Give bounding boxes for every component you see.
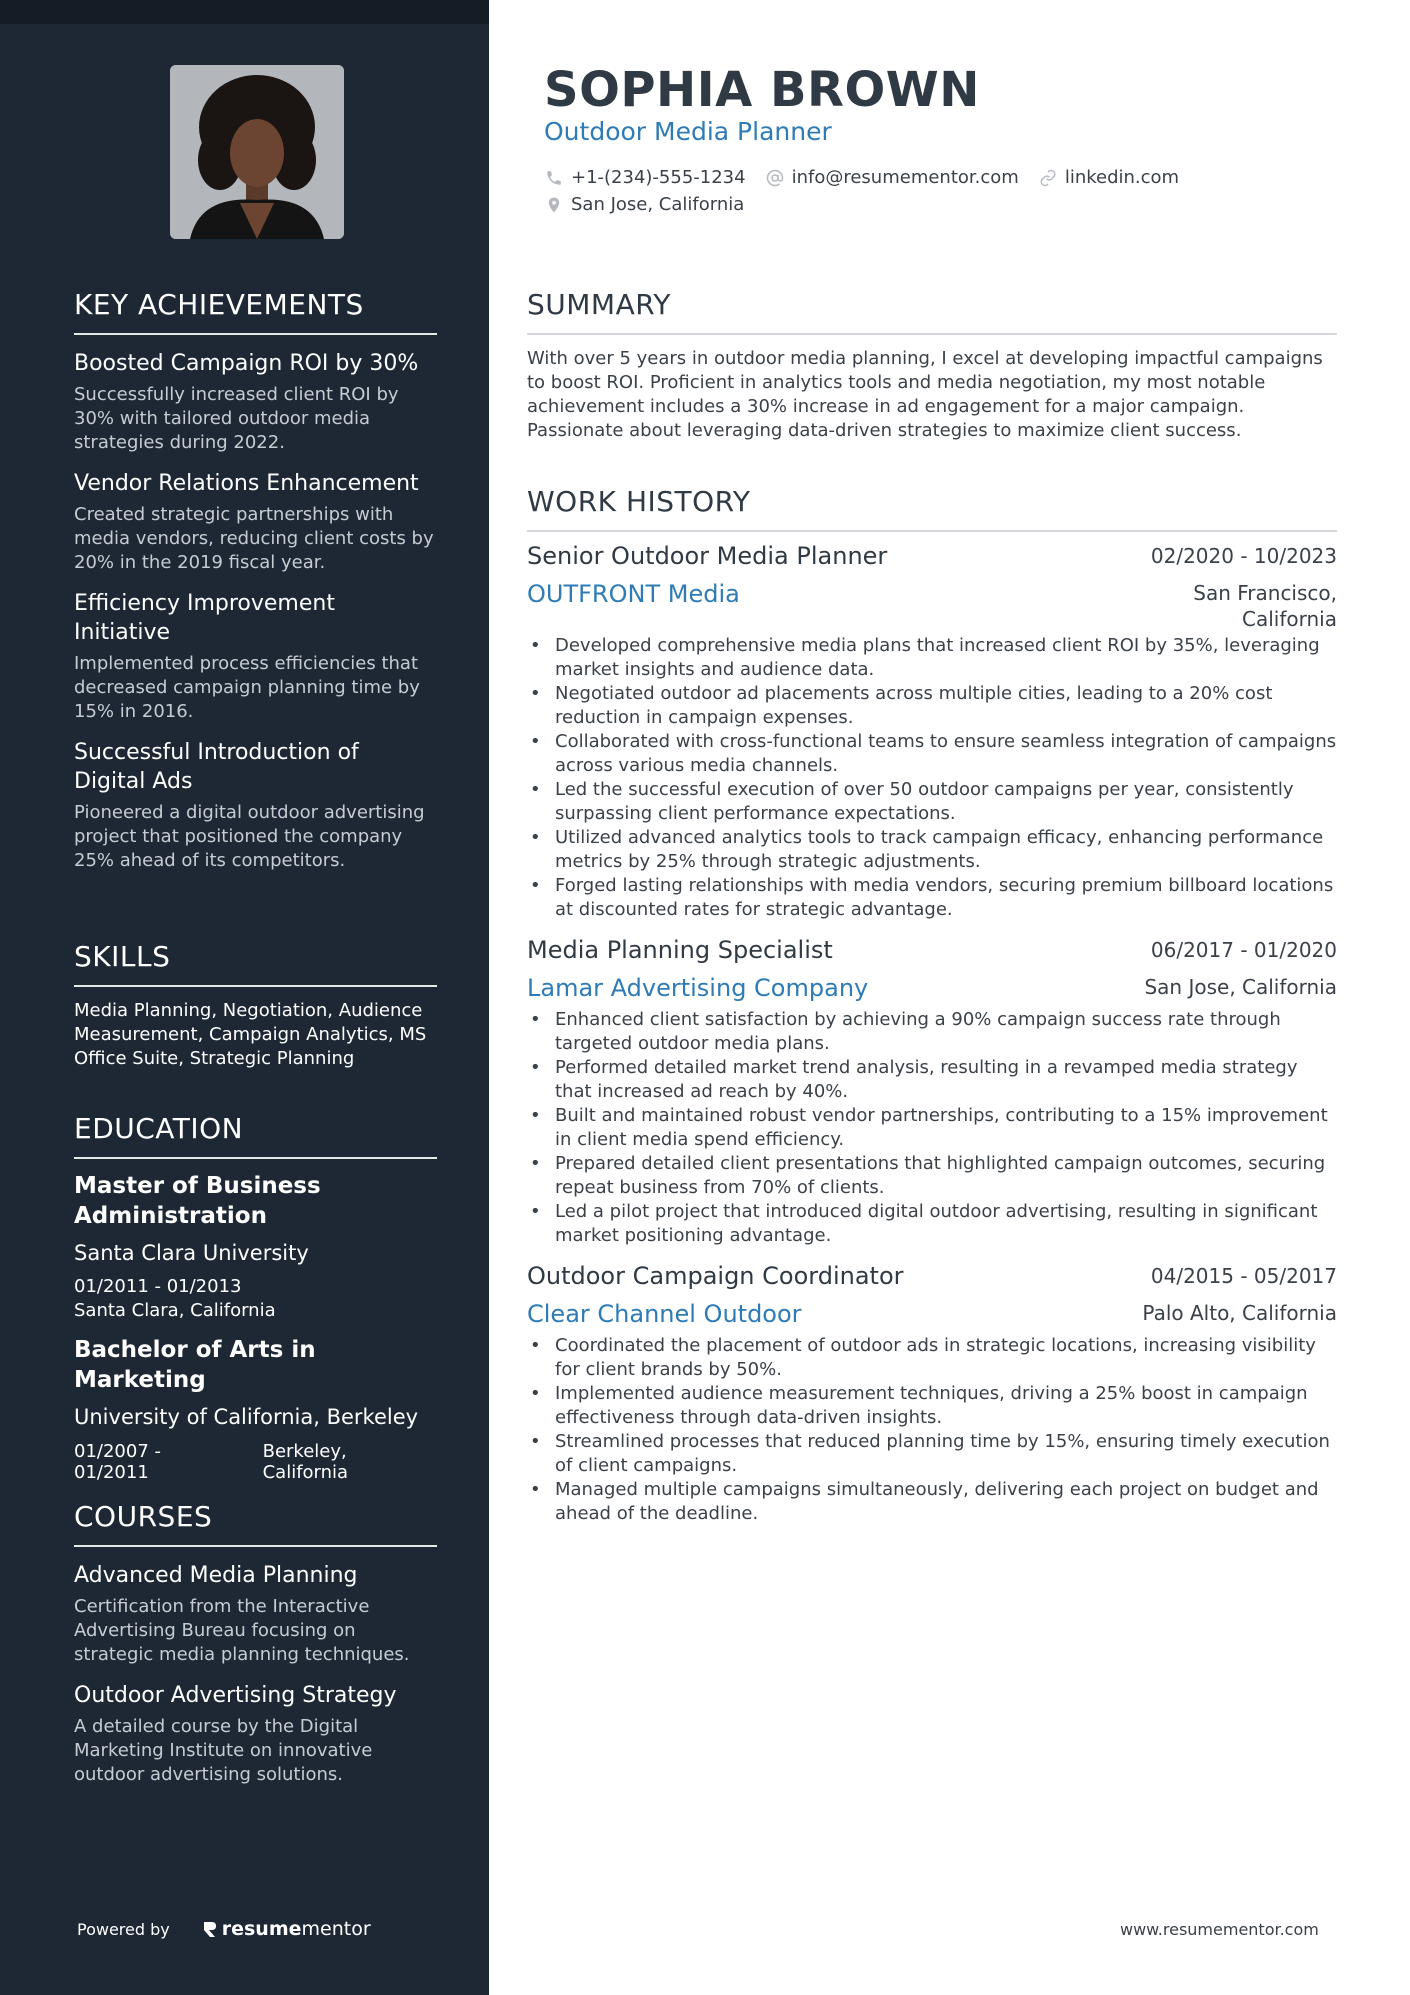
education-meta — [74, 1275, 437, 1323]
education-dates: 01/2011 - 01/2013 — [74, 1276, 242, 1297]
bullet-item: • Enhanced client satisfaction by achieving a 90% campaign success rate through targeted outdoor media plans. — [527, 1008, 1337, 1056]
job-bullets — [527, 1008, 1337, 1248]
brand-name-light: mentor — [301, 1918, 371, 1940]
profile-photo — [170, 65, 344, 239]
contact-phone[interactable] — [545, 167, 746, 188]
contact-email[interactable] — [766, 167, 1019, 188]
job-location-line: California — [1242, 607, 1337, 631]
education-section — [74, 1112, 437, 1483]
achievement-desc: Successfully increased client ROI by 30% with tailored outdoor media strategies during 2022. — [74, 384, 399, 453]
job-company: OUTFRONT Media — [527, 580, 740, 608]
location-pin-icon — [545, 196, 563, 214]
job-dates: 04/2015 - 05/2017 — [1150, 1264, 1337, 1288]
achievement-desc: Implemented process efficiencies that decreased campaign planning time by 15% in 2016. — [74, 653, 420, 722]
brand-logo[interactable] — [202, 1918, 371, 1940]
education-school: University of California, Berkeley — [74, 1405, 419, 1429]
job-dates: 02/2020 - 10/2023 — [1150, 544, 1337, 568]
job-bullets — [527, 1334, 1337, 1526]
powered-by — [77, 1918, 371, 1940]
achievement-title: Boosted Campaign ROI by 30% — [74, 351, 419, 376]
job-role: Media Planning Specialist — [527, 936, 833, 964]
bullet-item: • Collaborated with cross-functional teams to ensure seamless integration of campaigns across various media channels. — [527, 730, 1337, 778]
job-bullets — [527, 634, 1337, 922]
education-degree: Bachelor of Arts in Marketing — [74, 1337, 316, 1393]
bullet-item: • Prepared detailed client presentations that highlighted campaign outcomes, securing repeat business from 70% of clients. — [527, 1152, 1337, 1200]
bullet-item: • Managed multiple campaigns simultaneously, delivering each project on budget and ahead of the deadline. — [527, 1478, 1337, 1526]
achievement-item — [74, 469, 437, 575]
education-degree: Master of Business Administration — [74, 1173, 321, 1229]
achievement-desc: Pioneered a digital outdoor advertising project that positioned the company 25% ahead of its competitors. — [74, 802, 425, 871]
summary-text: With over 5 years in outdoor media planning, I excel at developing impactful campaigns to boost ROI. Proficient in analytics tools and media negotiation, my most notable achievement includes a 30% increase in ad engagement for a major campaign. Passionate about leveraging data-driven strategies to maximize client success. — [527, 348, 1323, 441]
brand-name-bold: resume — [221, 1918, 302, 1940]
education-location: Berkeley, California — [262, 1441, 349, 1483]
contact-info — [545, 164, 1199, 218]
education-item — [74, 1335, 437, 1483]
education-location: Santa Clara, California — [74, 1300, 276, 1321]
job-location: San Jose, California — [1144, 975, 1337, 999]
course-title: Outdoor Advertising Strategy — [74, 1683, 397, 1708]
courses-heading: COURSES — [74, 1500, 437, 1547]
sidebar — [0, 0, 489, 1995]
link-icon — [1039, 169, 1057, 187]
achievement-item — [74, 589, 437, 724]
job-dates: 06/2017 - 01/2020 — [1150, 938, 1337, 962]
job-location-line: San Francisco, — [1193, 581, 1337, 605]
work-history-section — [527, 485, 1337, 1526]
achievement-desc: Created strategic partnerships with media vendors, reducing client costs by 20% in the 2019 fiscal year. — [74, 504, 434, 573]
job-entry — [527, 1262, 1337, 1526]
course-item — [74, 1561, 437, 1667]
sidebar-top-bar — [0, 0, 489, 24]
location-text: San Jose, California — [571, 194, 745, 215]
summary-heading: SUMMARY — [527, 288, 1337, 335]
skills-section — [74, 940, 437, 1071]
bullet-item: • Coordinated the placement of outdoor ads in strategic locations, increasing visibility for client brands by 50%. — [527, 1334, 1337, 1382]
footer-website-link[interactable]: www.resumementor.com — [1120, 1920, 1319, 1939]
courses-section — [74, 1500, 437, 1787]
achievements-section — [74, 288, 437, 873]
education-dates: 01/2007 - 01/2011 — [74, 1441, 161, 1483]
contact-linkedin[interactable] — [1039, 167, 1179, 188]
bullet-item: • Forged lasting relationships with media vendors, securing premium billboard locations at discounted rates for strategic advantage. — [527, 874, 1337, 922]
skills-heading: SKILLS — [74, 940, 437, 987]
bullet-item: • Built and maintained robust vendor partnerships, contributing to a 15% improvement in client media spend efficiency. — [527, 1104, 1337, 1152]
course-title: Advanced Media Planning — [74, 1563, 358, 1588]
course-desc: A detailed course by the Digital Marketing Institute on innovative outdoor advertising solutions. — [74, 1716, 373, 1785]
at-sign-icon — [766, 169, 784, 187]
skills-list: Media Planning, Negotiation, Audience Measurement, Campaign Analytics, MS Office Suite, Strategic Planning — [74, 1000, 427, 1069]
phone-text: +1-(234)-555-1234 — [571, 167, 746, 188]
course-item — [74, 1681, 437, 1787]
achievement-title: Efficiency Improvement Initiative — [74, 591, 335, 645]
achievement-item — [74, 738, 437, 873]
powered-by-label: Powered by — [77, 1919, 170, 1939]
education-item — [74, 1171, 437, 1323]
job-location: Palo Alto, California — [1142, 1301, 1337, 1325]
resumementor-logo-icon — [202, 1920, 218, 1938]
job-location — [1193, 580, 1337, 632]
education-heading: EDUCATION — [74, 1112, 437, 1159]
achievement-title: Successful Introduction of Digital Ads — [74, 740, 359, 794]
bullet-item: • Led the successful execution of over 50 outdoor campaigns per year, consistently surpassing client performance expectations. — [527, 778, 1337, 826]
work-history-heading: WORK HISTORY — [527, 485, 1337, 532]
bullet-item: • Developed comprehensive media plans that increased client ROI by 35%, leveraging market insights and audience data. — [527, 634, 1337, 682]
portrait-image — [170, 65, 344, 239]
bullet-item: • Utilized advanced analytics tools to track campaign efficacy, enhancing performance metrics by 25% through strategic adjustments. — [527, 826, 1337, 874]
bullet-item: • Negotiated outdoor ad placements across multiple cities, leading to a 20% cost reduction in campaign expenses. — [527, 682, 1337, 730]
phone-icon — [545, 169, 563, 187]
contact-location — [545, 194, 744, 215]
bullet-item: • Implemented audience measurement techniques, driving a 25% boost in campaign effectiveness through data-driven insights. — [527, 1382, 1337, 1430]
summary-section — [527, 288, 1337, 443]
job-company: Clear Channel Outdoor — [527, 1300, 802, 1328]
bullet-item: • Streamlined processes that reduced planning time by 15%, ensuring timely execution of client campaigns. — [527, 1430, 1337, 1478]
job-company: Lamar Advertising Company — [527, 974, 869, 1002]
education-meta — [74, 1441, 437, 1483]
job-role: Outdoor Campaign Coordinator — [527, 1262, 904, 1290]
candidate-name: SOPHIA BROWN — [544, 62, 980, 118]
achievement-title: Vendor Relations Enhancement — [74, 471, 419, 496]
achievements-heading: KEY ACHIEVEMENTS — [74, 288, 437, 335]
job-role: Senior Outdoor Media Planner — [527, 542, 888, 570]
linkedin-text: linkedin.com — [1064, 167, 1180, 188]
course-desc: Certification from the Interactive Advertising Bureau focusing on strategic media planning techniques. — [74, 1596, 410, 1665]
email-text: info@resumementor.com — [791, 167, 1019, 188]
job-entry — [527, 936, 1337, 1248]
bullet-item: • Led a pilot project that introduced digital outdoor advertising, resulting in significant market positioning advantage. — [527, 1200, 1337, 1248]
achievement-item — [74, 349, 437, 455]
candidate-title: Outdoor Media Planner — [544, 117, 832, 146]
education-school: Santa Clara University — [74, 1241, 309, 1265]
bullet-item: • Performed detailed market trend analysis, resulting in a revamped media strategy that increased ad reach by 40%. — [527, 1056, 1337, 1104]
job-entry — [527, 542, 1337, 922]
